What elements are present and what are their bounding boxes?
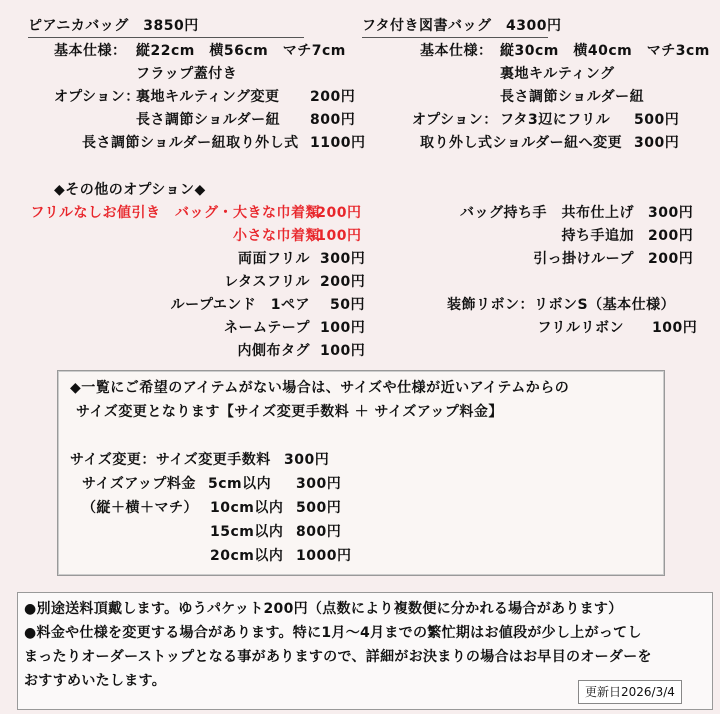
size-tier-3-label: 20cm以内 bbox=[210, 548, 284, 564]
other-left-5-label: ネームテープ bbox=[223, 320, 310, 336]
size-box-line-2: サイズ変更となります【サイズ変更手数料 ＋ サイズアップ料金】 bbox=[76, 404, 503, 420]
size-up-note: （縦＋横＋マチ） bbox=[82, 500, 198, 516]
left-spec-1: 縦22cm 横56cm マチ7cm bbox=[136, 43, 346, 59]
left-spec-3-price: 800円 bbox=[310, 112, 356, 128]
left-spec-label: 基本仕様： bbox=[54, 43, 127, 59]
other-left-2-label: 両面フリル bbox=[238, 251, 310, 267]
left-option-2-price: 1100円 bbox=[310, 135, 366, 151]
right-spec-1: 縦30cm 横40cm マチ3cm bbox=[500, 43, 710, 59]
other-left-2-price: 300円 bbox=[320, 251, 366, 267]
other-left-6-label: 内側布タグ bbox=[237, 343, 310, 359]
right-spec-label: 基本仕様： bbox=[420, 43, 493, 59]
other-options-heading: ◆その他のオプション◆ bbox=[54, 182, 206, 198]
right-title-rule bbox=[362, 37, 548, 38]
size-change-box bbox=[57, 370, 665, 576]
size-box-line-1: ◆一覧にご希望のアイテムがない場合は、サイズや仕様が近いアイテムからの bbox=[70, 380, 570, 396]
size-tier-1-price: 500円 bbox=[296, 500, 342, 516]
notes-line-4: おすすめいたします。 bbox=[24, 673, 167, 689]
other-left-0-price: -200円 bbox=[310, 205, 362, 221]
left-option-1-price: 200円 bbox=[310, 89, 356, 105]
size-fee-label: サイズ変更：サイズ変更手数料 bbox=[70, 452, 271, 468]
other-left-6-price: 100円 bbox=[320, 343, 366, 359]
size-tier-2-price: 800円 bbox=[296, 524, 342, 540]
right-option-1: フタ3辺にフリル bbox=[500, 112, 611, 128]
size-tier-3-price: 1000円 bbox=[296, 548, 352, 564]
other-right-0-price: 300円 bbox=[648, 205, 694, 221]
size-fee-price: 300円 bbox=[284, 452, 330, 468]
other-left-0-label: フリルなしお値引き バッグ・大きな巾着類 bbox=[30, 205, 320, 221]
other-left-4-label: ループエンド 1ペア bbox=[170, 297, 310, 313]
right-option-label: オプション： bbox=[412, 112, 498, 128]
left-option-2: 長さ調節ショルダー紐取り外し式 bbox=[82, 135, 299, 151]
notes-line-3: まったりオーダーストップとなる事がありますので、詳細がお決まりの場合はお早目のオーダーを bbox=[24, 649, 652, 665]
size-tier-1-label: 10cm以内 bbox=[210, 500, 284, 516]
left-spec-3: 長さ調節ショルダー紐 bbox=[136, 112, 281, 128]
other-right-4-price: 100円 bbox=[652, 320, 698, 336]
other-right-0-label: バッグ持ち手 共布仕上げ bbox=[460, 205, 634, 221]
updated-date: 更新日2026/3/4 bbox=[578, 680, 682, 704]
other-left-5-price: 100円 bbox=[320, 320, 366, 336]
other-right-1-label: 持ち手追加 bbox=[561, 228, 634, 244]
size-up-label: サイズアップ料金 bbox=[82, 476, 196, 492]
right-option-2-price: 300円 bbox=[634, 135, 680, 151]
right-product-title: フタ付き図書バッグ 4300円 bbox=[362, 18, 562, 34]
left-title-rule bbox=[28, 37, 304, 38]
other-right-2-price: 200円 bbox=[648, 251, 694, 267]
size-tier-0-label: 5cm以内 bbox=[208, 476, 272, 492]
left-spec-2: フラップ蓋付き bbox=[136, 66, 238, 82]
other-left-1-label: 小さな巾着類 bbox=[233, 228, 320, 244]
notes-line-1: ●別途送料頂戴します。ゆうパケット200円（点数により複数便に分かれる場合があります） bbox=[24, 601, 623, 617]
left-option-label: オプション： bbox=[54, 89, 140, 105]
other-left-4-price: 50円 bbox=[330, 297, 365, 313]
notes-line-2: ●料金や仕様を変更する場合があります。特に1月～4月までの繁忙期はお値段が少し上がってし bbox=[24, 625, 642, 641]
right-option-2: 取り外し式ショルダー紐へ変更 bbox=[420, 135, 623, 151]
other-right-3-label: 装飾リボン：リボンS（基本仕様） bbox=[447, 297, 676, 313]
other-right-2-label: 引っ掛けループ bbox=[533, 251, 634, 267]
right-spec-3: 長さ調節ショルダー紐 bbox=[500, 89, 645, 105]
size-tier-2-label: 15cm以内 bbox=[210, 524, 284, 540]
other-right-1-price: 200円 bbox=[648, 228, 694, 244]
other-right-4-label: フリルリボン bbox=[537, 320, 624, 336]
left-product-title: ピアニカバッグ 3850円 bbox=[28, 18, 199, 34]
other-left-1-price: -100円 bbox=[310, 228, 362, 244]
left-option-1: 裏地キルティング変更 bbox=[136, 89, 280, 105]
right-option-1-price: 500円 bbox=[634, 112, 680, 128]
other-left-3-label: レタスフリル bbox=[224, 274, 310, 290]
size-tier-0-price: 300円 bbox=[296, 476, 342, 492]
right-spec-2: 裏地キルティング bbox=[500, 66, 615, 82]
other-left-3-price: 200円 bbox=[320, 274, 366, 290]
